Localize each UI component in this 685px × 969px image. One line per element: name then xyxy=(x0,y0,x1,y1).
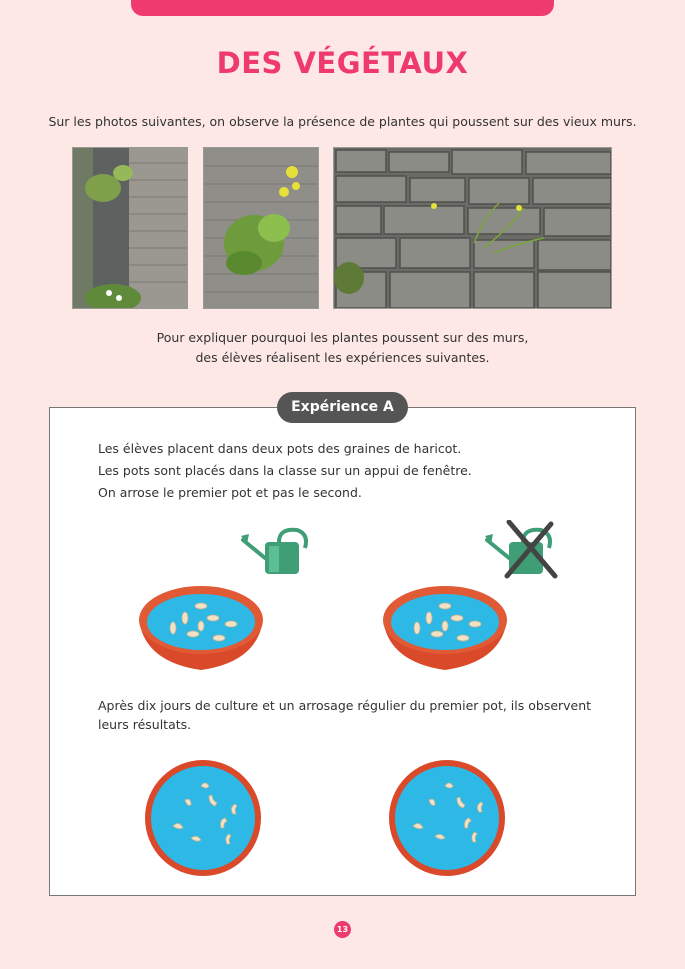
bean-pot-not-watered xyxy=(379,582,511,674)
bean-pot-top-not-watered xyxy=(387,758,507,878)
page-title: DES VÉGÉTAUX xyxy=(216,46,469,80)
experience-label: Expérience A xyxy=(277,392,408,423)
top-decorative-bar xyxy=(131,0,554,16)
explanation-line-2: des élèves réalisent les expériences suivantes. xyxy=(195,350,490,365)
instruction-line-2: Les pots sont placés dans la classe sur un appui de fenêtre. xyxy=(98,463,472,478)
watering-can-crossed-icon xyxy=(485,520,560,580)
photo-stone-wall xyxy=(333,147,612,309)
bean-pot-watered xyxy=(135,582,267,674)
instruction-line-1: Les élèves placent dans deux pots des graines de haricot. xyxy=(98,441,462,456)
page-number: 13 xyxy=(334,921,351,938)
photo-wall-plant-2 xyxy=(203,147,319,309)
instructions xyxy=(98,438,618,504)
explanation-line-1: Pour expliquer pourquoi les plantes poussent sur des murs, xyxy=(156,330,529,345)
explanation-text xyxy=(0,328,685,368)
photo-wall-plant-1 xyxy=(72,147,188,309)
intro-text: Sur les photos suivantes, on observe la présence de plantes qui poussent sur des vieux murs. xyxy=(48,114,637,129)
result-text: Après dix jours de culture et un arrosage régulier du premier pot, ils observent leurs résultats. xyxy=(98,698,592,732)
watering-can-icon xyxy=(241,526,311,578)
instruction-line-3: On arrose le premier pot et pas le second. xyxy=(98,485,362,500)
bean-pot-top-watered xyxy=(143,758,263,878)
